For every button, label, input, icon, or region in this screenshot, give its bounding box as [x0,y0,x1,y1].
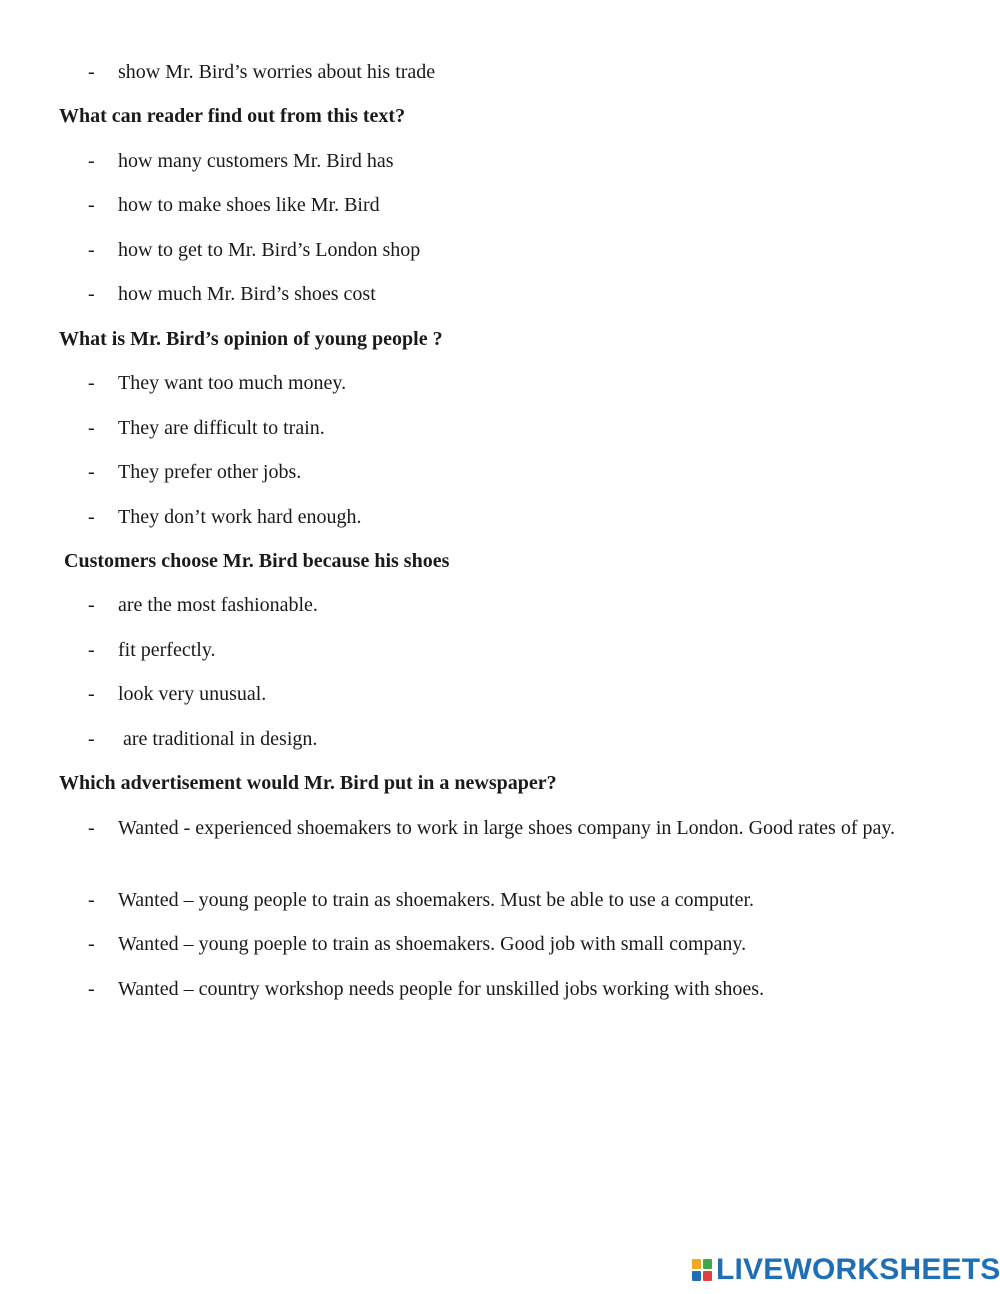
question-2-option-2: They are difficult to train. [118,417,325,439]
logo-square-icon [692,1259,701,1269]
question-3-option-4: are traditional in design. [118,728,318,750]
question-4-option-3: Wanted – young poeple to train as shoemakers. Good job with small company. [118,933,747,955]
question-4-option-2: Wanted – young people to train as shoemakers. Must be able to use a computer. [118,889,755,911]
logo-text: LIVEWORKSHEETS [716,1253,1000,1286]
liveworksheets-logo [692,1253,1000,1287]
logo-square-icon [703,1259,712,1269]
question-3-option-1: are the most fashionable. [118,594,318,616]
bullet-dash: - [88,417,95,439]
question-2-heading: What is Mr. Bird’s opinion of young people ? [59,328,443,350]
bullet-dash: - [88,61,95,83]
logo-mark-icon [692,1259,712,1281]
question-2-option-1: They want too much money. [118,372,347,394]
bullet-dash: - [88,683,95,705]
question-3-option-3: look very unusual. [118,683,267,705]
bullet-dash: - [88,194,95,216]
bullet-dash: - [88,639,95,661]
bullet-dash: - [88,283,95,305]
question-1-option-4: how much Mr. Bird’s shoes cost [118,283,376,305]
option-text: show Mr. Bird’s worries about his trade [118,61,436,83]
bullet-dash: - [88,933,95,955]
question-4-heading: Which advertisement would Mr. Bird put in a newspaper? [59,772,557,794]
question-4-option-1: Wanted - experienced shoemakers to work in large shoes company in London. Good rates of pay. [118,817,896,839]
question-1-option-1: how many customers Mr. Bird has [118,150,394,172]
bullet-dash: - [88,594,95,616]
bullet-dash: - [88,506,95,528]
bullet-dash: - [88,978,95,1000]
bullet-dash: - [88,889,95,911]
bullet-dash: - [88,372,95,394]
question-1-option-3: how to get to Mr. Bird’s London shop [118,239,421,261]
question-2-option-3: They prefer other jobs. [118,461,302,483]
question-2-option-4: They don’t work hard enough. [118,506,362,528]
bullet-dash: - [88,728,95,750]
question-1-option-2: how to make shoes like Mr. Bird [118,194,380,216]
question-3-heading: Customers choose Mr. Bird because his shoes [64,550,450,572]
question-1-heading: What can reader find out from this text? [59,105,406,127]
logo-square-icon [703,1271,712,1281]
question-4-option-4: Wanted – country workshop needs people for unskilled jobs working with shoes. [118,978,765,1000]
question-3-option-2: fit perfectly. [118,639,216,661]
bullet-dash: - [88,150,95,172]
bullet-dash: - [88,461,95,483]
logo-square-icon [692,1271,701,1281]
bullet-dash: - [88,817,95,839]
bullet-dash: - [88,239,95,261]
